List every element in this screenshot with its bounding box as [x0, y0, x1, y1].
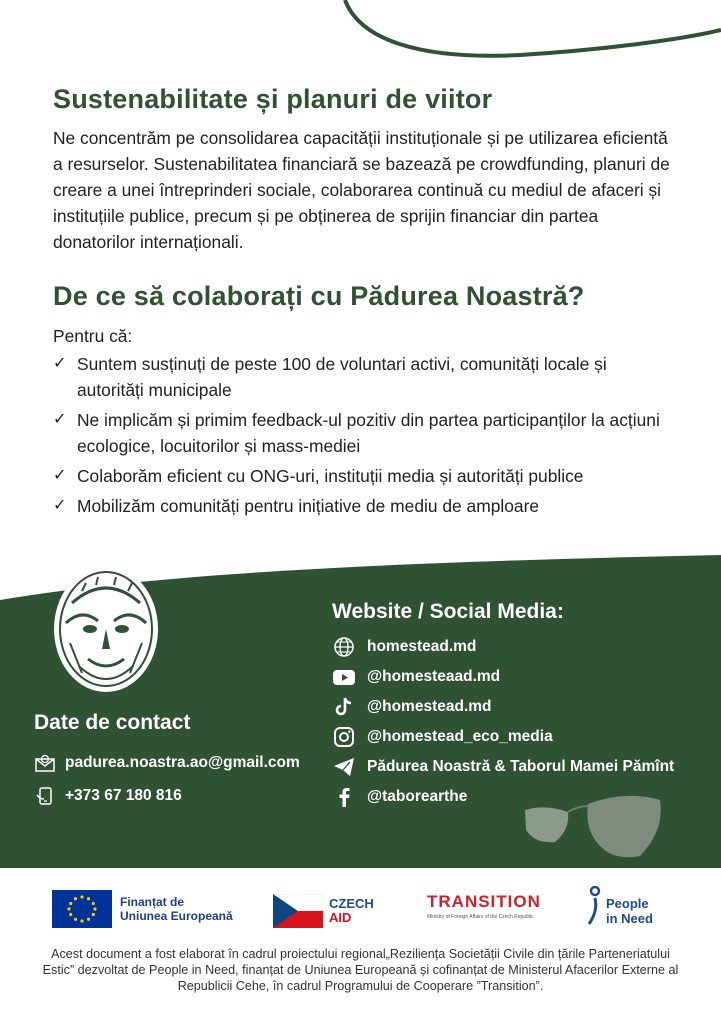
benefit-item	[53, 407, 673, 459]
facebook-icon	[332, 785, 356, 809]
transition-subtitle: Ministry of Foreign Affairs of the Czech Republic	[427, 914, 534, 920]
eu-text-line2: Uniunea Europeană	[120, 909, 233, 923]
benefits-list	[53, 351, 673, 519]
youtube-icon	[332, 665, 356, 689]
contact-phone[interactable]: +373 67 180 816	[65, 787, 182, 804]
telegram-icon	[332, 755, 356, 779]
czech-aid-text	[329, 897, 374, 925]
contact-phone-row	[34, 785, 182, 807]
website-link[interactable]: homestead.md	[367, 638, 477, 655]
eu-text-line1: Finanțat de	[120, 895, 185, 909]
transition-text: TRANSITION	[427, 892, 541, 911]
phone-icon	[34, 785, 56, 807]
check-icon: ✓	[53, 355, 67, 372]
eu-logo	[52, 890, 233, 928]
email-icon	[34, 752, 56, 774]
social-heading: Website / Social Media:	[332, 600, 564, 623]
eu-text	[120, 895, 233, 923]
why-heading: De ce să colaborați cu Pădurea Noastră?	[53, 281, 585, 311]
social-website-row	[332, 635, 476, 659]
sustainability-paragraph: Ne concentrăm pe consolidarea capacității instituționale și pe utilizarea eficientă a resurselor. Sustenabilitatea financiară se bazează pe crowdfunding, planuri de creare a unei întreprinderi sociale, colaborarea continuă cu mediul de afaceri și instituțiile publice, precum și pe obținerea de sprijin financiar din partea donatorilor internaționali.	[53, 128, 670, 252]
benefit-text: Mobilizăm comunități pentru inițiative de mediu de amploare	[77, 496, 540, 516]
people-in-need-icon	[586, 886, 602, 926]
benefit-item	[53, 493, 673, 519]
tiktok-link[interactable]: @homestead.md	[367, 698, 492, 715]
telegram-link[interactable]: Pădurea Noastră & Taborul Mamei Pămînt	[367, 758, 675, 775]
contact-email[interactable]: padurea.noastra.ao@gmail.com	[65, 754, 300, 771]
czech-flag-icon	[273, 894, 323, 928]
social-tiktok-row	[332, 695, 492, 719]
benefit-item	[53, 463, 673, 489]
globe-icon	[332, 635, 356, 659]
czech-aid-logo	[273, 894, 374, 928]
social-instagram-row	[332, 725, 553, 749]
top-decorative-curve	[0, 0, 721, 80]
benefit-text: Suntem susținuți de peste 100 de voluntari activi, comunități locale și autorități municipale	[77, 354, 607, 400]
instagram-link[interactable]: @homestead_eco_media	[367, 728, 553, 745]
contact-heading: Date de contact	[34, 711, 191, 734]
people-in-need-text	[606, 896, 653, 926]
sustainability-heading: Sustenabilitate și planuri de viitor	[53, 84, 493, 114]
czech-aid-line1: CZECH	[329, 896, 374, 911]
main-content	[53, 84, 673, 523]
footer-disclaimer: Acest document a fost elaborat în cadrul proiectului regional„Reziliența Societății Civile din țările Parteneriatului Estic” dezvoltat de People in Need, finanțat de Uniunea Europeană și cofinanțat de Ministerul Afacerilor Externe al Republicii Cehe, în cadrul Programului de Cooperare ”Transition”.	[42, 947, 679, 993]
why-intro: Pentru că:	[53, 326, 133, 346]
benefit-item	[53, 351, 673, 403]
transition-logo	[427, 892, 541, 920]
check-icon: ✓	[53, 497, 67, 514]
sunglasses-decoration	[520, 790, 670, 865]
eu-flag-icon	[52, 890, 112, 928]
people-in-need-logo	[586, 886, 653, 926]
check-icon: ✓	[53, 411, 67, 428]
pin-line1: People	[606, 896, 649, 911]
social-youtube-row	[332, 665, 500, 689]
youtube-link[interactable]: @homesteaad.md	[367, 668, 501, 685]
pin-line2: in Need	[606, 911, 653, 926]
social-facebook-row	[332, 785, 467, 809]
social-telegram-row	[332, 755, 674, 779]
padurea-noastra-logo	[52, 563, 160, 693]
czech-aid-line2: AID	[329, 910, 352, 925]
instagram-icon	[332, 725, 356, 749]
benefit-text: Ne implicăm și primim feedback-ul pozitiv din partea participanților la acțiuni ecologice, locuitorilor și mass-mediei	[77, 410, 660, 456]
tiktok-icon	[332, 695, 356, 719]
facebook-link[interactable]: @taborearthe	[367, 788, 468, 805]
contact-email-row	[34, 752, 300, 774]
check-icon: ✓	[53, 467, 67, 484]
benefit-text: Colaborăm eficient cu ONG-uri, instituții media și autorități publice	[77, 466, 584, 486]
sponsor-logos	[0, 880, 721, 940]
